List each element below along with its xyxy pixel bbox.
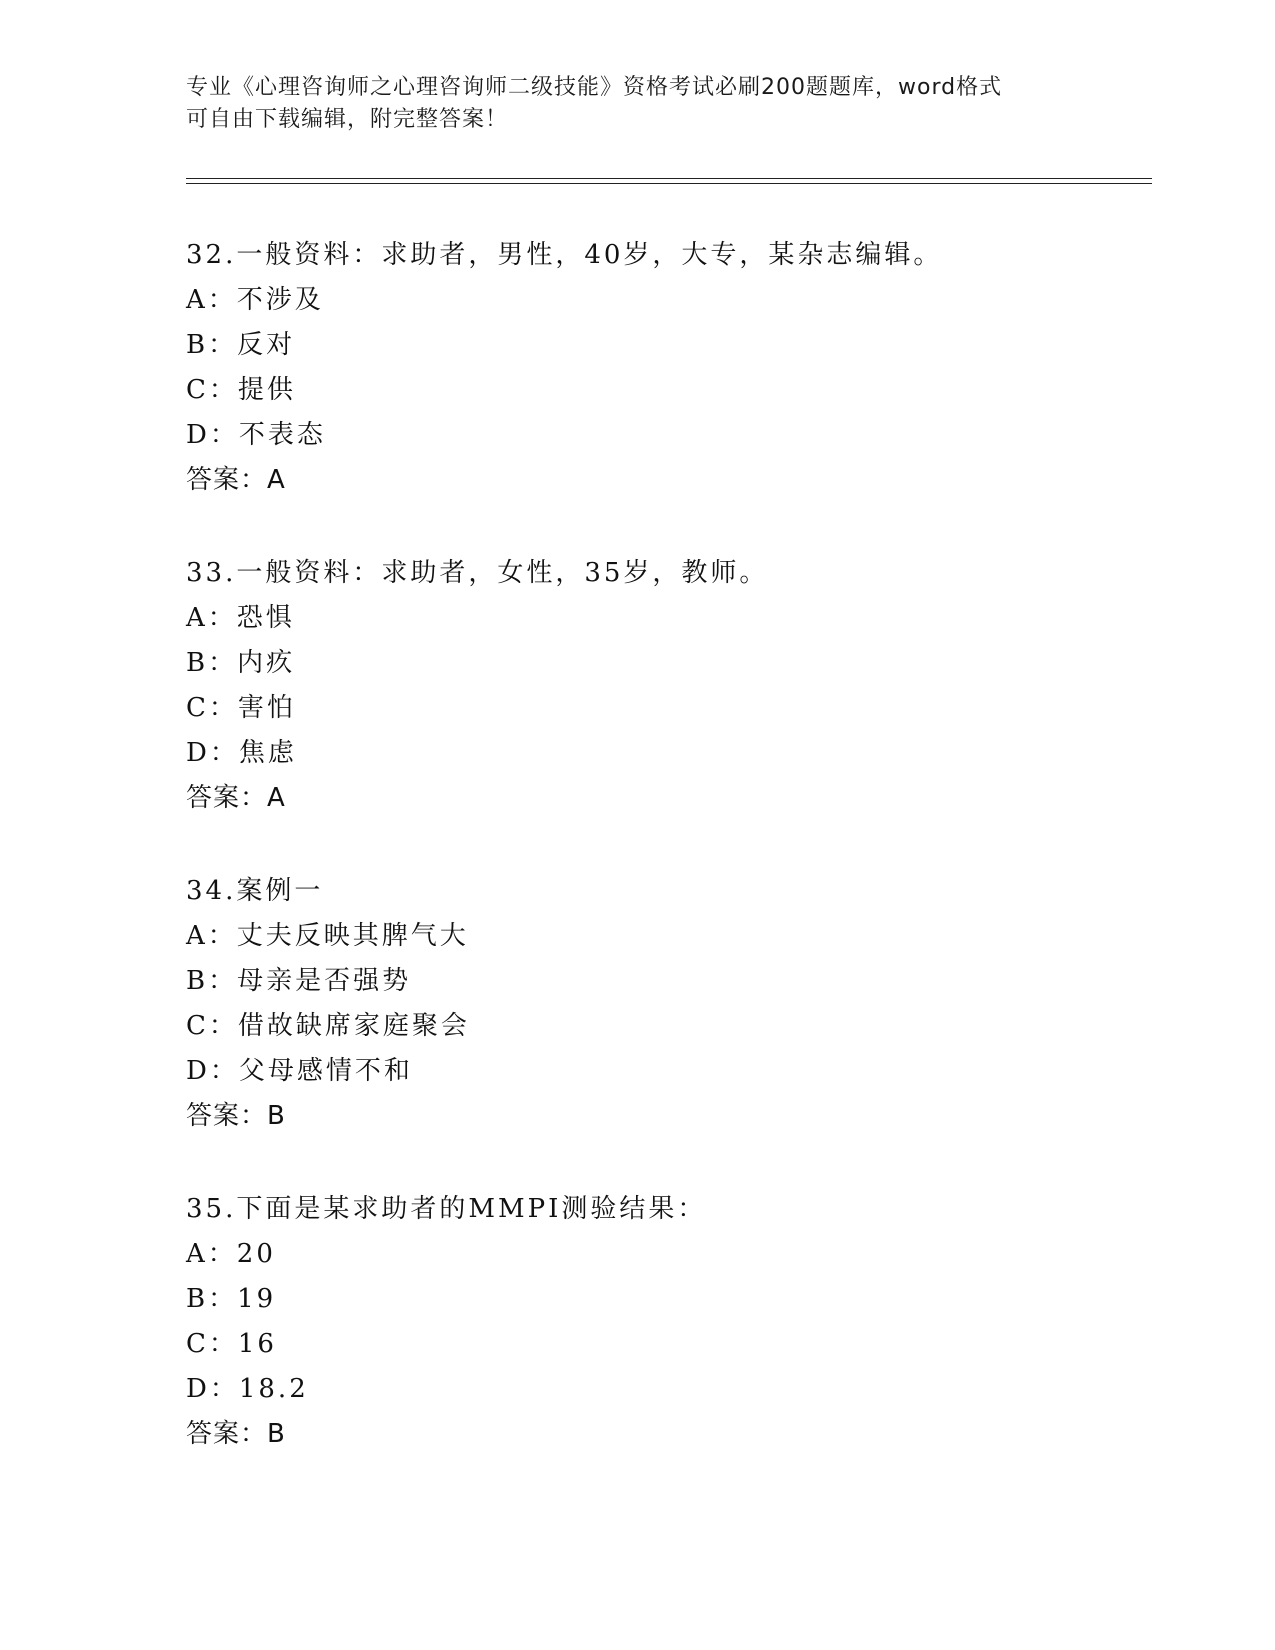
option-a: A：丈夫反映其脾气大 xyxy=(186,921,469,951)
answer: 答案：B xyxy=(186,1101,286,1131)
question-stem: 34.案例一 xyxy=(186,876,324,906)
question-block xyxy=(186,1187,1146,1457)
option-b: B：反对 xyxy=(186,330,296,360)
question-stem: 35.下面是某求助者的MMPI测验结果： xyxy=(186,1194,707,1224)
question-block xyxy=(186,869,1146,1139)
option-d: D：父母感情不和 xyxy=(186,1056,413,1086)
answer: 答案：A xyxy=(186,465,286,495)
question-stem: 33.一般资料：求助者，女性，35岁，教师。 xyxy=(186,558,769,588)
option-b: B：内疚 xyxy=(186,648,296,678)
header-line-1: 专业《心理咨询师之心理咨询师二级技能》资格考试必刷200题题库，word格式 xyxy=(186,75,1003,100)
header-divider-bottom xyxy=(186,183,1152,184)
option-c: C：害怕 xyxy=(186,693,296,723)
header-line-2: 可自由下载编辑，附完整答案！ xyxy=(186,107,509,132)
answer: 答案：B xyxy=(186,1419,286,1449)
option-d: D：焦虑 xyxy=(186,738,297,768)
question-block xyxy=(186,233,1146,503)
option-d: D：18.2 xyxy=(186,1374,309,1404)
option-c: C：借故缺席家庭聚会 xyxy=(186,1011,470,1041)
answer: 答案：A xyxy=(186,783,286,813)
option-a: A：恐惧 xyxy=(186,603,295,633)
option-c: C：提供 xyxy=(186,375,296,405)
option-b: B：母亲是否强势 xyxy=(186,966,412,996)
option-c: C：16 xyxy=(186,1329,277,1359)
question-block xyxy=(186,551,1146,821)
document-header xyxy=(186,72,1086,136)
option-a: A：20 xyxy=(186,1239,276,1269)
option-d: D：不表态 xyxy=(186,420,326,450)
option-b: B：19 xyxy=(186,1284,277,1314)
option-a: A：不涉及 xyxy=(186,285,324,315)
header-divider-top xyxy=(186,178,1152,179)
question-stem: 32.一般资料：求助者，男性，40岁，大专，某杂志编辑。 xyxy=(186,240,943,270)
